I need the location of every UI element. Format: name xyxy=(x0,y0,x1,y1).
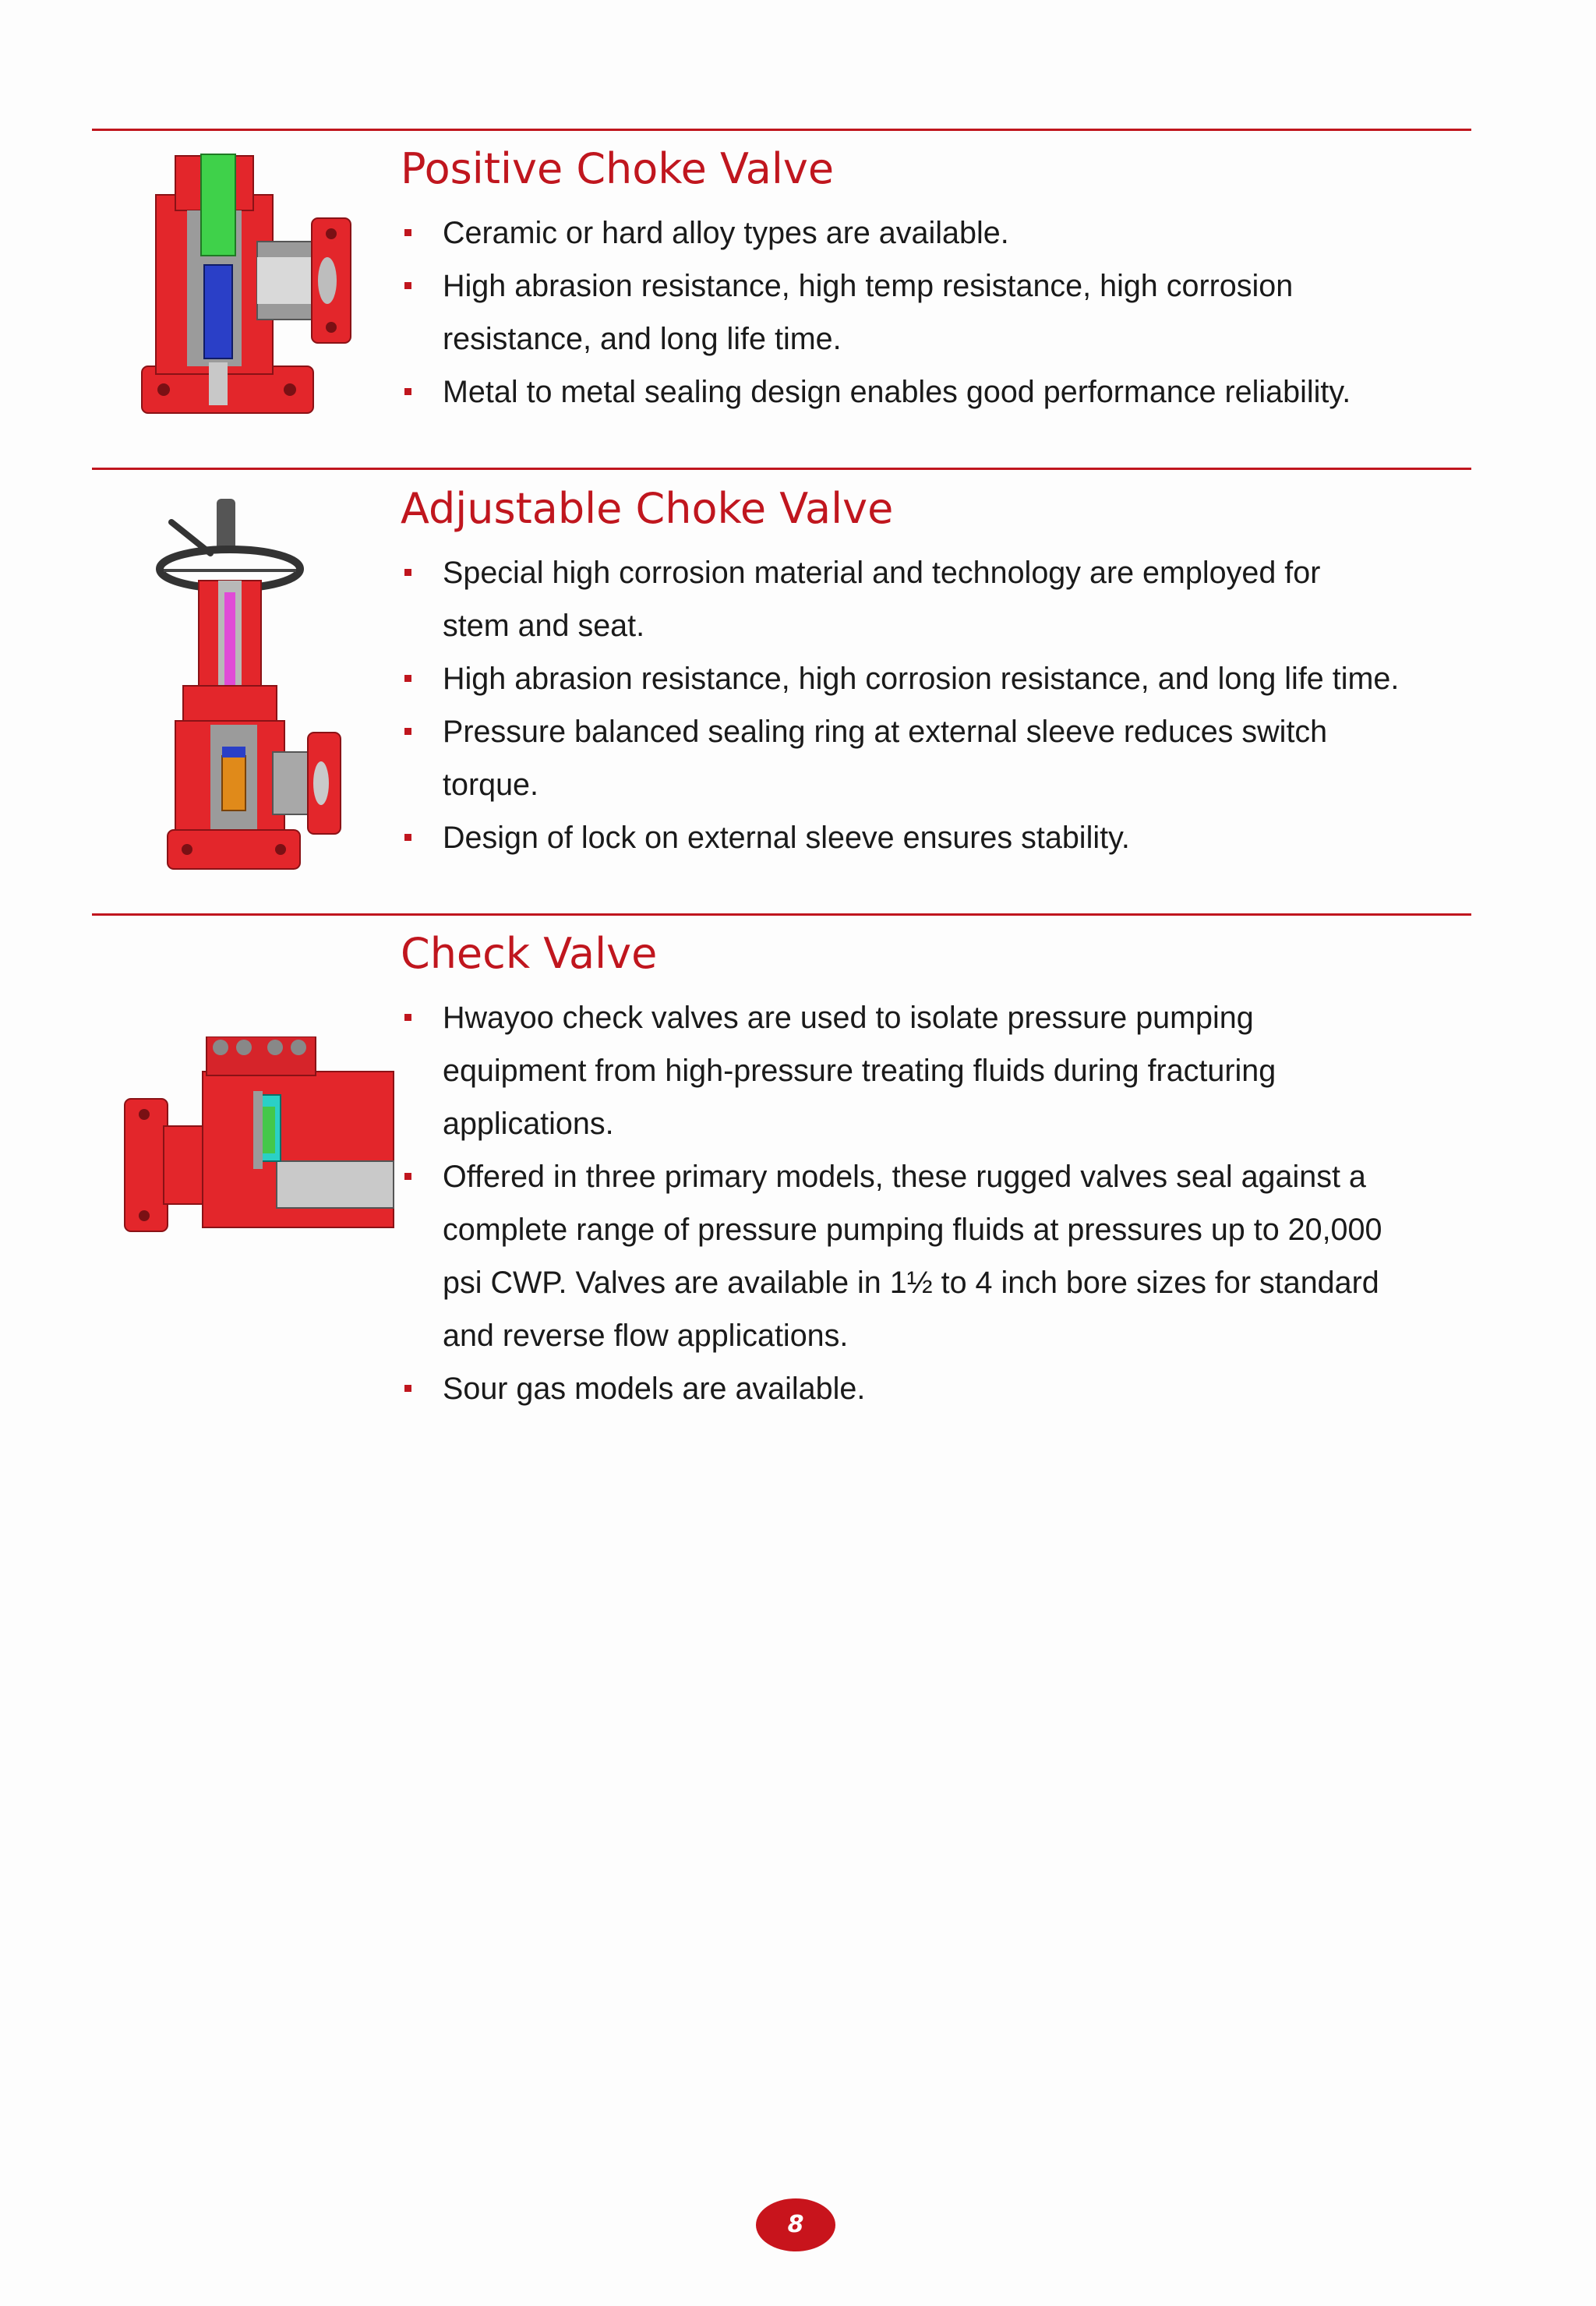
bullet-square-icon xyxy=(404,1014,411,1021)
bullet-line: Offered in three primary models, these rugged valves seal against a xyxy=(443,1160,1366,1194)
section-title: Positive Choke Valve xyxy=(401,144,835,193)
bullet-line: Pressure balanced sealing ring at external sleeve reduces switch xyxy=(443,715,1328,749)
bullet-line: Sour gas models are available. xyxy=(443,1372,866,1406)
bullet-list xyxy=(401,991,1476,1415)
bullet-line: Special high corrosion material and technology are employed for xyxy=(443,556,1321,590)
bullet-line: stem and seat. xyxy=(443,609,645,643)
bullet-line: applications. xyxy=(443,1107,614,1141)
page-number-badge: 8 xyxy=(756,2198,835,2251)
bullet-square-icon xyxy=(404,728,411,735)
list-item xyxy=(401,705,1476,811)
bullet-line: complete range of pressure pumping fluids at pressures up to 20,000 xyxy=(443,1213,1382,1247)
section-title: Adjustable Choke Valve xyxy=(401,484,894,533)
list-item xyxy=(401,991,1476,1150)
bullet-line: and reverse flow applications. xyxy=(443,1319,849,1353)
bullet-line: Design of lock on external sleeve ensures stability. xyxy=(443,821,1130,855)
section-divider xyxy=(92,913,1471,916)
bullet-square-icon xyxy=(404,388,411,395)
section-divider xyxy=(92,129,1471,131)
bullet-line: High abrasion resistance, high temp resistance, high corrosion xyxy=(443,269,1294,303)
list-item xyxy=(401,1150,1476,1362)
section-divider xyxy=(92,468,1471,470)
bullet-line: torque. xyxy=(443,768,538,802)
bullet-line: resistance, and long life time. xyxy=(443,322,842,356)
bullet-line: psi CWP. Valves are available in 1½ to 4 inch bore sizes for standard xyxy=(443,1266,1379,1300)
bullet-line: Ceramic or hard alloy types are available. xyxy=(443,216,1009,250)
list-item xyxy=(401,1362,1476,1415)
bullet-square-icon xyxy=(404,1173,411,1180)
section-title: Check Valve xyxy=(401,929,658,978)
adjustable-choke-valve-image xyxy=(156,499,351,873)
bullet-square-icon xyxy=(404,1385,411,1392)
bullet-square-icon xyxy=(404,834,411,841)
list-item xyxy=(401,546,1476,652)
bullet-square-icon xyxy=(404,569,411,576)
check-valve-image xyxy=(121,1036,401,1239)
list-item xyxy=(401,365,1476,418)
list-item xyxy=(401,811,1476,864)
list-item xyxy=(401,260,1476,365)
bullet-square-icon xyxy=(404,282,411,289)
list-item xyxy=(401,652,1476,705)
bullet-square-icon xyxy=(404,675,411,682)
bullet-line: Hwayoo check valves are used to isolate pressure pumping xyxy=(443,1001,1254,1035)
bullet-line: High abrasion resistance, high corrosion resistance, and long life time. xyxy=(443,662,1400,696)
positive-choke-valve-image xyxy=(140,148,366,429)
bullet-list xyxy=(401,207,1476,418)
bullet-square-icon xyxy=(404,229,411,236)
bullet-line: Metal to metal sealing design enables good performance reliability. xyxy=(443,375,1351,409)
list-item xyxy=(401,207,1476,260)
bullet-line: equipment from high-pressure treating fluids during fracturing xyxy=(443,1054,1276,1088)
bullet-list xyxy=(401,546,1476,864)
